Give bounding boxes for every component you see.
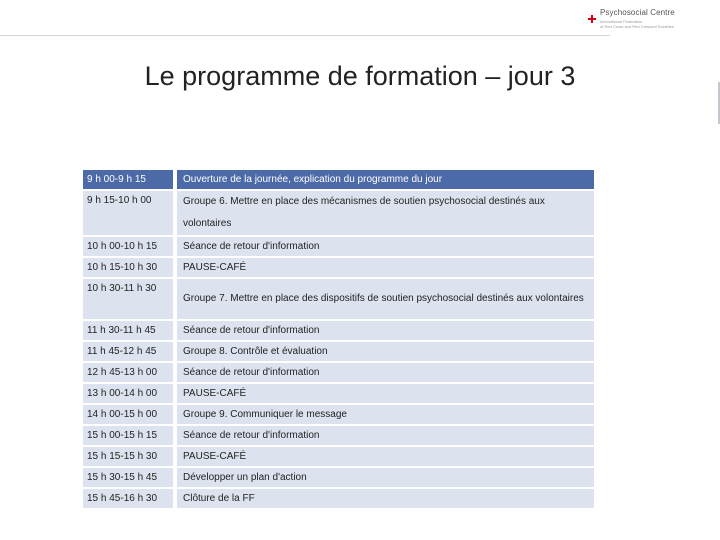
activity-cell: Séance de retour d'information xyxy=(177,237,594,256)
time-cell: 15 h 00-15 h 15 xyxy=(83,426,177,445)
time-cell: 10 h 15-10 h 30 xyxy=(83,258,177,277)
activity-cell: Séance de retour d'information xyxy=(177,426,594,445)
time-cell: 15 h 15-15 h 30 xyxy=(83,447,177,466)
schedule-row xyxy=(83,237,594,256)
schedule-row xyxy=(83,191,594,235)
activity-cell: Séance de retour d'information xyxy=(177,363,594,382)
schedule-row xyxy=(83,426,594,445)
schedule-row xyxy=(83,279,594,319)
schedule-row xyxy=(83,321,594,340)
activity-cell: Groupe 6. Mettre en place des mécanismes de soutien psychosocial destinés aux volontaires xyxy=(177,191,594,235)
activity-cell: Groupe 7. Mettre en place des dispositifs de soutien psychosocial destinés aux volontaires xyxy=(177,279,594,319)
red-cross-icon xyxy=(588,15,596,23)
activity-cell: PAUSE-CAFÉ xyxy=(177,258,594,277)
schedule-table xyxy=(83,168,594,510)
activity-cell: Clôture de la FF xyxy=(177,489,594,508)
schedule-row xyxy=(83,405,594,424)
logo-name: Psychosocial Centre xyxy=(600,8,675,17)
time-cell: 11 h 45-12 h 45 xyxy=(83,342,177,361)
time-cell: 15 h 45-16 h 30 xyxy=(83,489,177,508)
schedule-row xyxy=(83,447,594,466)
schedule-row xyxy=(83,258,594,277)
time-cell: 15 h 30-15 h 45 xyxy=(83,468,177,487)
time-cell: 11 h 30-11 h 45 xyxy=(83,321,177,340)
activity-cell: PAUSE-CAFÉ xyxy=(177,384,594,403)
header-divider xyxy=(0,35,610,36)
time-cell: 14 h 00-15 h 00 xyxy=(83,405,177,424)
activity-cell: Groupe 8. Contrôle et évaluation xyxy=(177,342,594,361)
logo-subtitle-line2: of Red Cross and Red Crescent Societies xyxy=(600,23,675,29)
schedule-row xyxy=(83,489,594,508)
activity-cell: Groupe 9. Communiquer le message xyxy=(177,405,594,424)
schedule-header-row xyxy=(83,170,594,189)
activity-cell: Développer un plan d'action xyxy=(177,468,594,487)
activity-cell: Ouverture de la journée, explication du programme du jour xyxy=(177,170,594,189)
activity-cell: Séance de retour d'information xyxy=(177,321,594,340)
time-cell: 12 h 45-13 h 00 xyxy=(83,363,177,382)
schedule-row xyxy=(83,363,594,382)
activity-cell: PAUSE-CAFÉ xyxy=(177,447,594,466)
psychosocial-centre-logo xyxy=(588,6,716,30)
time-cell: 13 h 00-14 h 00 xyxy=(83,384,177,403)
schedule-row xyxy=(83,468,594,487)
logo-subtitle xyxy=(600,20,674,29)
schedule-row xyxy=(83,384,594,403)
time-cell: 10 h 00-10 h 15 xyxy=(83,237,177,256)
time-cell: 10 h 30-11 h 30 xyxy=(83,279,177,319)
time-cell: 9 h 00-9 h 15 xyxy=(83,170,177,189)
slide-title: Le programme de formation – jour 3 xyxy=(144,61,576,91)
time-cell: 9 h 15-10 h 00 xyxy=(83,191,177,235)
logo-subtitle-line1: International Federation xyxy=(600,19,643,24)
schedule-row xyxy=(83,342,594,361)
